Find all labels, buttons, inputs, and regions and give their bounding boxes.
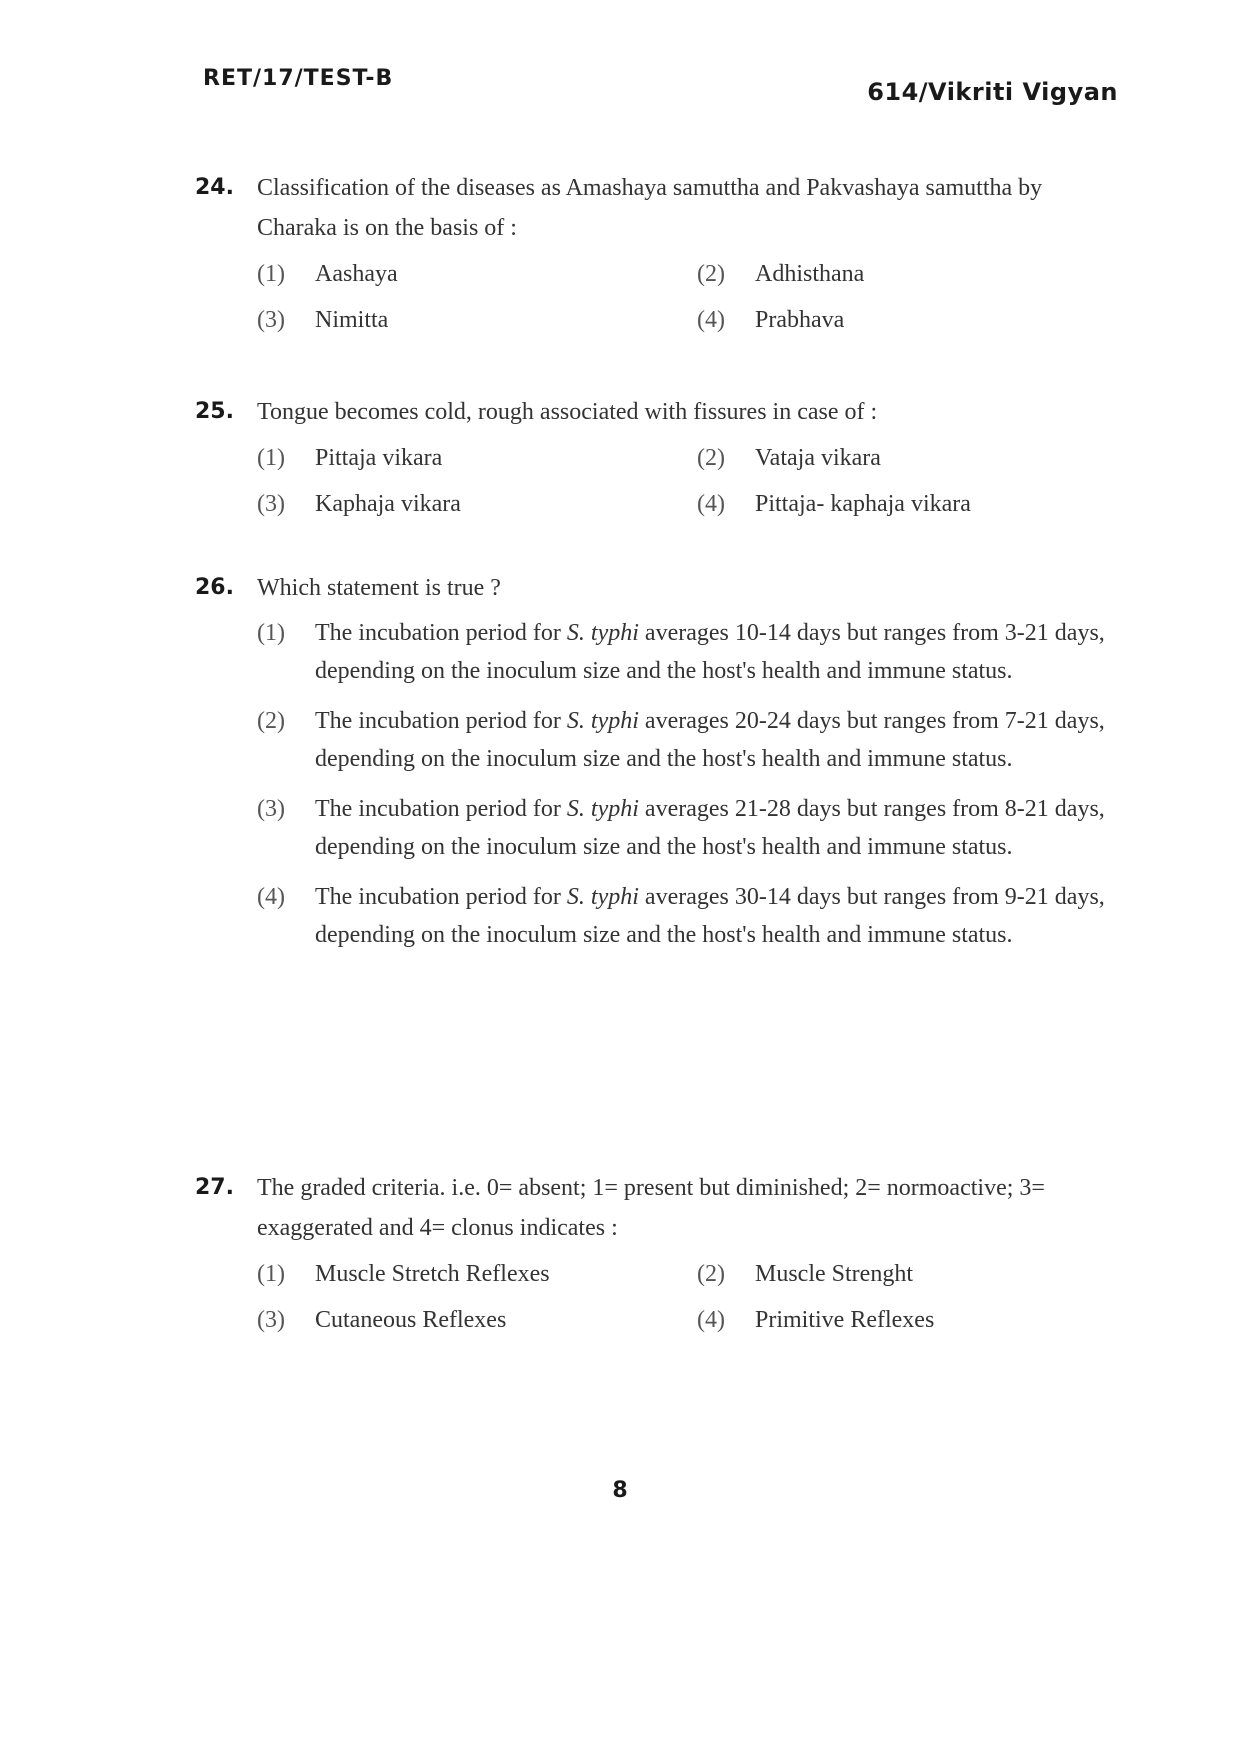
question-text: Tongue becomes cold, rough associated with fissures in case of :	[257, 399, 878, 425]
option-4	[257, 878, 1125, 954]
options	[257, 1254, 1125, 1340]
option-text: Prabhava	[755, 307, 845, 333]
question-number: 26.	[195, 575, 234, 600]
question-number: 25.	[195, 399, 234, 424]
option-text: Muscle Stretch Reflexes	[315, 1261, 550, 1287]
question-text: The graded criteria. i.e. 0= absent; 1= present but diminished; 2= normoactive; 3= exaggerated and 4= clonus indicates :	[257, 1175, 1045, 1241]
option-text: Vataja vikara	[755, 445, 881, 471]
option-number: (3)	[257, 796, 285, 822]
question-text: Which statement is true ?	[257, 575, 501, 601]
option-number: (1)	[257, 620, 285, 646]
option-3	[257, 300, 697, 340]
option-number: (1)	[257, 261, 285, 287]
option-4	[697, 300, 1137, 340]
options	[257, 254, 1125, 340]
question-27	[195, 1168, 1125, 1340]
option-number: (2)	[697, 1261, 725, 1287]
question-25	[195, 392, 1125, 524]
option-number: (2)	[697, 261, 725, 287]
option-number: (4)	[697, 1307, 725, 1333]
option-text: Primitive Reflexes	[755, 1307, 935, 1333]
option-3	[257, 790, 1125, 866]
option-3	[257, 1300, 697, 1340]
option-text: Kaphaja vikara	[315, 491, 461, 517]
option-text: Cutaneous Reflexes	[315, 1307, 507, 1333]
question-number: 27.	[195, 1175, 234, 1200]
option-number: (3)	[257, 491, 285, 517]
option-number: (2)	[257, 708, 285, 734]
option-2	[697, 438, 1137, 478]
option-4	[697, 484, 1137, 524]
option-number: (4)	[697, 491, 725, 517]
question-26	[195, 568, 1125, 966]
header-subject: 614/Vikriti Vigyan	[867, 78, 1118, 106]
option-text: Adhisthana	[755, 261, 865, 287]
option-number: (3)	[257, 307, 285, 333]
options	[257, 438, 1125, 524]
option-number: (1)	[257, 445, 285, 471]
option-text: Nimitta	[315, 307, 389, 333]
question-text: Classification of the diseases as Amashaya samuttha and Pakvashaya samuttha by Charaka is on the basis of :	[257, 175, 1043, 241]
page-number: 8	[612, 1478, 628, 1503]
option-4	[697, 1300, 1137, 1340]
header-test-code: RET/17/TEST-B	[203, 66, 394, 91]
option-1	[257, 254, 697, 294]
option-2	[697, 1254, 1137, 1294]
option-number: (4)	[697, 307, 725, 333]
option-number: (3)	[257, 1307, 285, 1333]
option-number: (4)	[257, 884, 285, 910]
option-3	[257, 484, 697, 524]
options	[257, 614, 1125, 954]
option-number: (2)	[697, 445, 725, 471]
option-text: The incubation period for S. typhi averages 30-14 days but ranges from 9-21 days, depending on the inoculum size and the host's health and immune status.	[315, 884, 1105, 948]
option-2	[697, 254, 1137, 294]
question-24	[195, 168, 1125, 340]
option-1	[257, 1254, 697, 1294]
option-text: The incubation period for S. typhi averages 21-28 days but ranges from 8-21 days, depending on the inoculum size and the host's health and immune status.	[315, 796, 1105, 860]
option-1	[257, 438, 697, 478]
option-text: The incubation period for S. typhi averages 20-24 days but ranges from 7-21 days, depending on the inoculum size and the host's health and immune status.	[315, 708, 1105, 772]
option-1	[257, 614, 1125, 690]
option-text: Pittaja vikara	[315, 445, 443, 471]
question-number: 24.	[195, 175, 234, 200]
option-number: (1)	[257, 1261, 285, 1287]
option-text: The incubation period for S. typhi averages 10-14 days but ranges from 3-21 days, depending on the inoculum size and the host's health and immune status.	[315, 620, 1105, 684]
option-text: Muscle Strenght	[755, 1261, 913, 1287]
option-text: Aashaya	[315, 261, 398, 287]
option-2	[257, 702, 1125, 778]
option-text: Pittaja- kaphaja vikara	[755, 491, 971, 517]
